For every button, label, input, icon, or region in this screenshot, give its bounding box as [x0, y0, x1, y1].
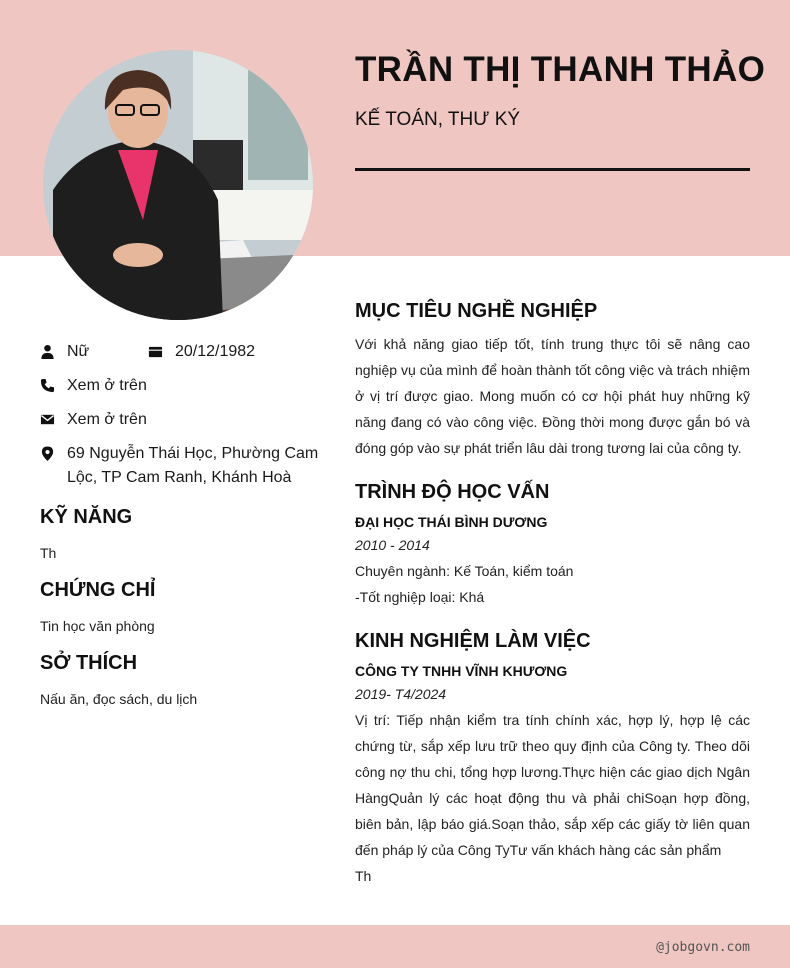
experience-title: KINH NGHIỆM LÀM VIỆC	[355, 630, 591, 652]
hobbies-text: Nấu ăn, đọc sách, du lịch	[40, 691, 198, 707]
phone-icon	[40, 378, 55, 393]
person-name: TRẦN THỊ THANH THẢO	[355, 50, 766, 89]
right-column	[355, 300, 750, 889]
email-item	[40, 408, 320, 432]
gender-item	[40, 340, 148, 364]
skills-title: KỸ NĂNG	[40, 506, 133, 528]
address-value: 69 Nguyễn Thái Học, Phường Cam Lộc, TP Cam Ranh, Khánh Hoà	[67, 445, 319, 486]
calendar-icon	[148, 344, 163, 359]
certificates-title: CHỨNG CHỈ	[40, 579, 156, 601]
certificates-text: Tin học văn phòng	[40, 618, 155, 634]
birthdate-value: 20/12/1982	[175, 343, 256, 360]
phone-value: Xem ở trên	[67, 377, 147, 394]
experience-company: CÔNG TY TNHH VĨNH KHƯƠNG	[355, 663, 568, 679]
education-school: ĐẠI HỌC THÁI BÌNH DƯƠNG	[355, 514, 548, 530]
education-title: TRÌNH ĐỘ HỌC VẤN	[355, 481, 550, 503]
email-value: Xem ở trên	[67, 411, 147, 428]
watermark-text: @jobgovn.com	[656, 940, 750, 955]
job-title: KẾ TOÁN, THƯ KÝ	[355, 109, 521, 130]
gender-birthdate-row	[40, 340, 320, 364]
mail-icon	[40, 412, 55, 427]
title-divider	[355, 168, 750, 171]
objective-text: Với khả năng giao tiếp tốt, tính trung thực tôi sẽ nâng cao nghiệp vụ của mình để hoàn thành tốt công việc và trách nhiệm ở vị trí được giao. Mong muốn có cơ hội phát huy những kỹ năng đang có vào công việc. Đồng thời mong được gắn bó và đóng góp vào sự phát triển lâu dài trong tương lai của công ty.	[355, 336, 750, 456]
person-icon	[40, 344, 55, 359]
hobbies-title: SỞ THÍCH	[40, 652, 138, 674]
skills-text: Th	[40, 545, 57, 561]
experience-period: 2019- T4/2024	[355, 686, 447, 702]
birthdate-item	[148, 340, 318, 364]
profile-photo	[43, 50, 313, 320]
gender-value: Nữ	[67, 343, 90, 360]
left-column	[40, 340, 320, 709]
experience-extra: Th	[355, 868, 372, 884]
education-major: Chuyên ngành: Kế Toán, kiểm toán	[355, 563, 574, 579]
education-period: 2010 - 2014	[355, 537, 430, 553]
phone-item	[40, 374, 320, 398]
education-grade: -Tốt nghiệp loại: Khá	[355, 589, 485, 605]
address-item	[40, 442, 320, 490]
location-pin-icon	[40, 446, 55, 461]
experience-description: Vị trí: Tiếp nhận kiểm tra tính chính xác, hợp lý, hợp lệ các chứng từ, sắp xếp lưu trữ theo quy định của Công ty. Theo dõi công nợ thu chi, tổng hợp lương.Thực hiện các giao dịch Ngân HàngQuản lý các hoạt động thu và phải chiSoạn hợp đồng, biên bản, lập báo giá.Soạn thảo, sắp xếp các giấy tờ liên quan đến pháp lý của Công TyTư vấn khách hàng các sản phẩm	[355, 712, 750, 858]
objective-title: MỤC TIÊU NGHỀ NGHIỆP	[355, 300, 598, 322]
